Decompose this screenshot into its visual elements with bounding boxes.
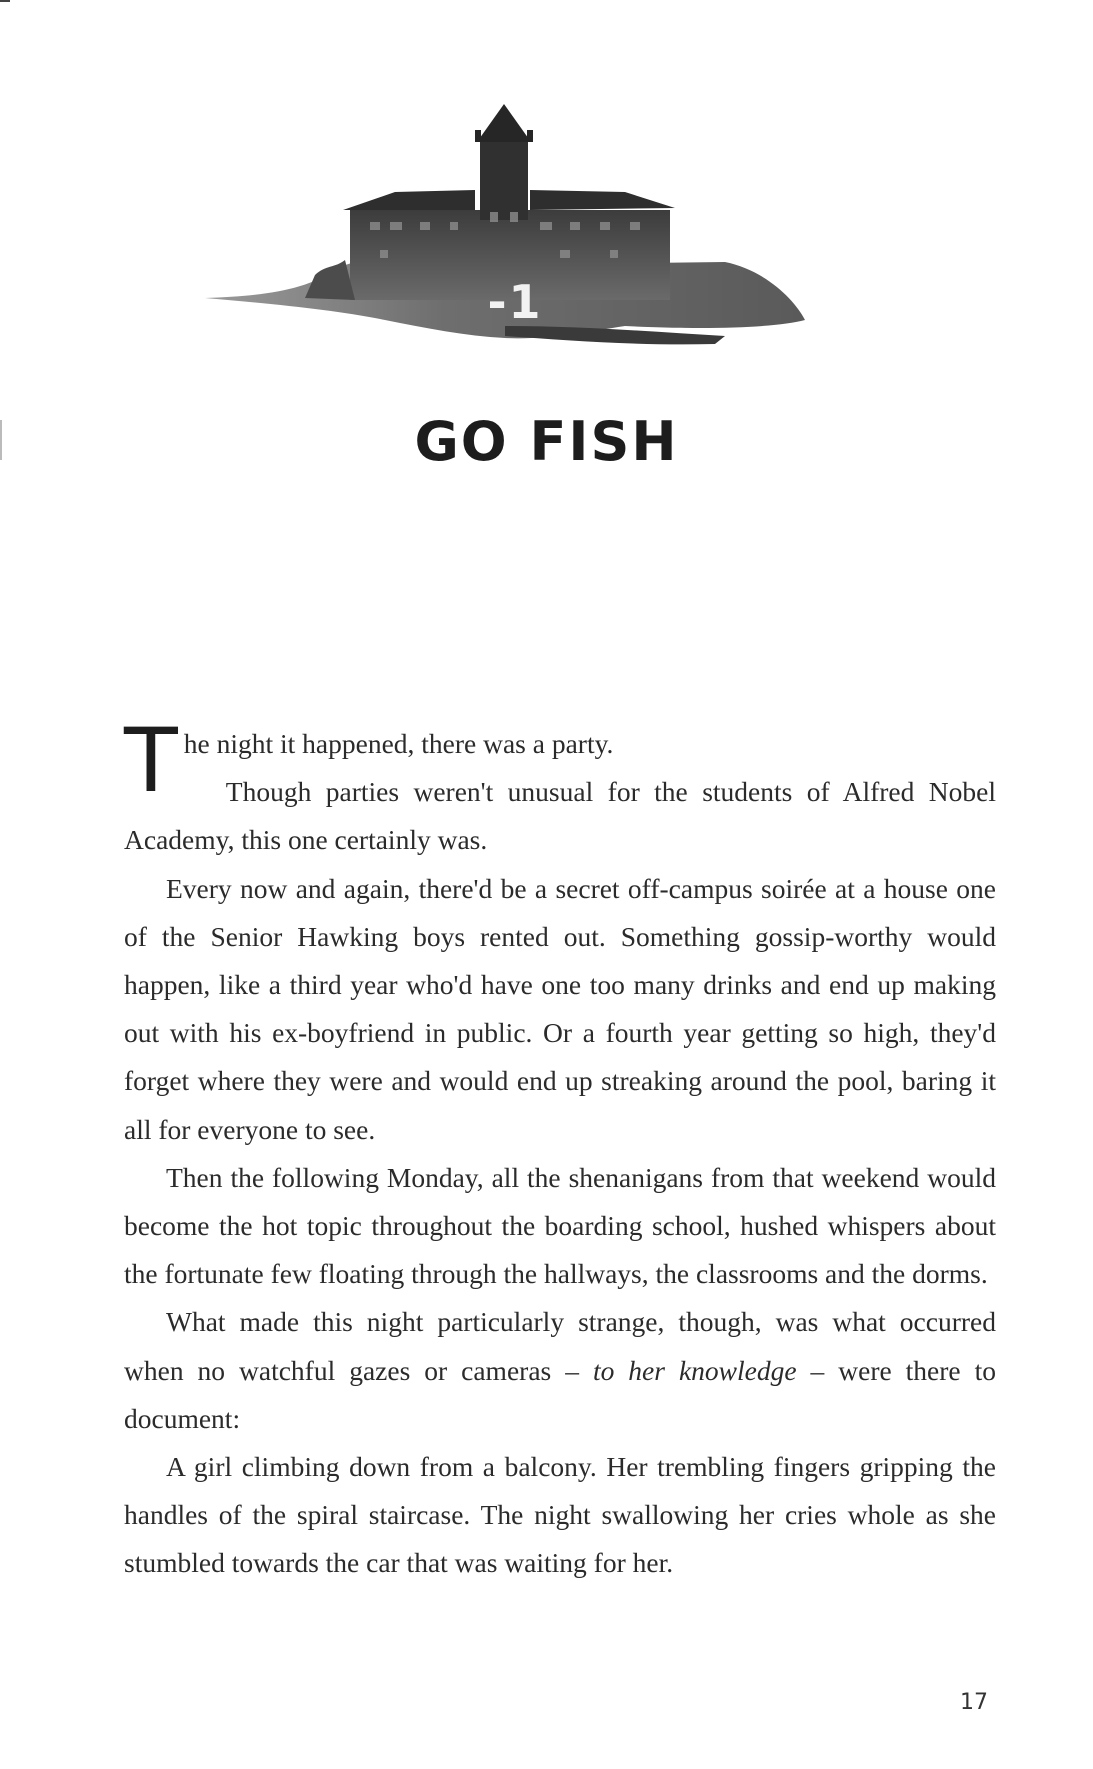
chapter-number: -1 bbox=[487, 275, 543, 329]
paragraph: Though parties weren't unusual for the students of Alfred Nobel Academy, this one certainly was. bbox=[124, 776, 996, 856]
paragraph bbox=[124, 1298, 996, 1443]
page-edge-mark bbox=[0, 0, 10, 2]
paragraph: A girl climbing down from a balcony. Her trembling fingers gripping the handles of the spiral staircase. The night swallowing her cries whole as she stumbled towards the car that was waiting for her. bbox=[124, 1451, 996, 1579]
chapter-title: GO FISH bbox=[414, 410, 679, 473]
chapter-header-illustration bbox=[205, 100, 825, 400]
drop-cap: T bbox=[124, 709, 178, 812]
paragraph-text: he night it happened, there was a party. bbox=[183, 728, 614, 759]
paragraph: Every now and again, there'd be a secret off-campus soirée at a house one of the Senior Hawking boys rented out. Something gossip-worthy would happen, like a third year who'd have one too many drinks and end up making out with his ex-boyfriend in public. Or a fourth year getting so high, they'd forget where they were and would end up streaking around the pool, baring it all for everyone to see. bbox=[124, 872, 996, 1145]
body-text bbox=[124, 709, 996, 1588]
paragraph: Then the following Monday, all the shenanigans from that weekend would become the hot topic throughout the boarding school, hushed whispers about the fortunate few floating through the hallways, the classrooms and the dorms. bbox=[124, 1161, 996, 1290]
italic-phrase: to her knowledge bbox=[592, 1354, 797, 1386]
paragraph-text: What made this night particularly strange, though, was what occurred when no watchful gazes or cameras – bbox=[124, 1306, 996, 1386]
paragraph bbox=[124, 709, 996, 812]
paragraph-text: – were there to document: bbox=[124, 1354, 996, 1434]
page-number: 17 bbox=[960, 1690, 988, 1715]
school-building-silhouette-icon bbox=[205, 100, 825, 400]
